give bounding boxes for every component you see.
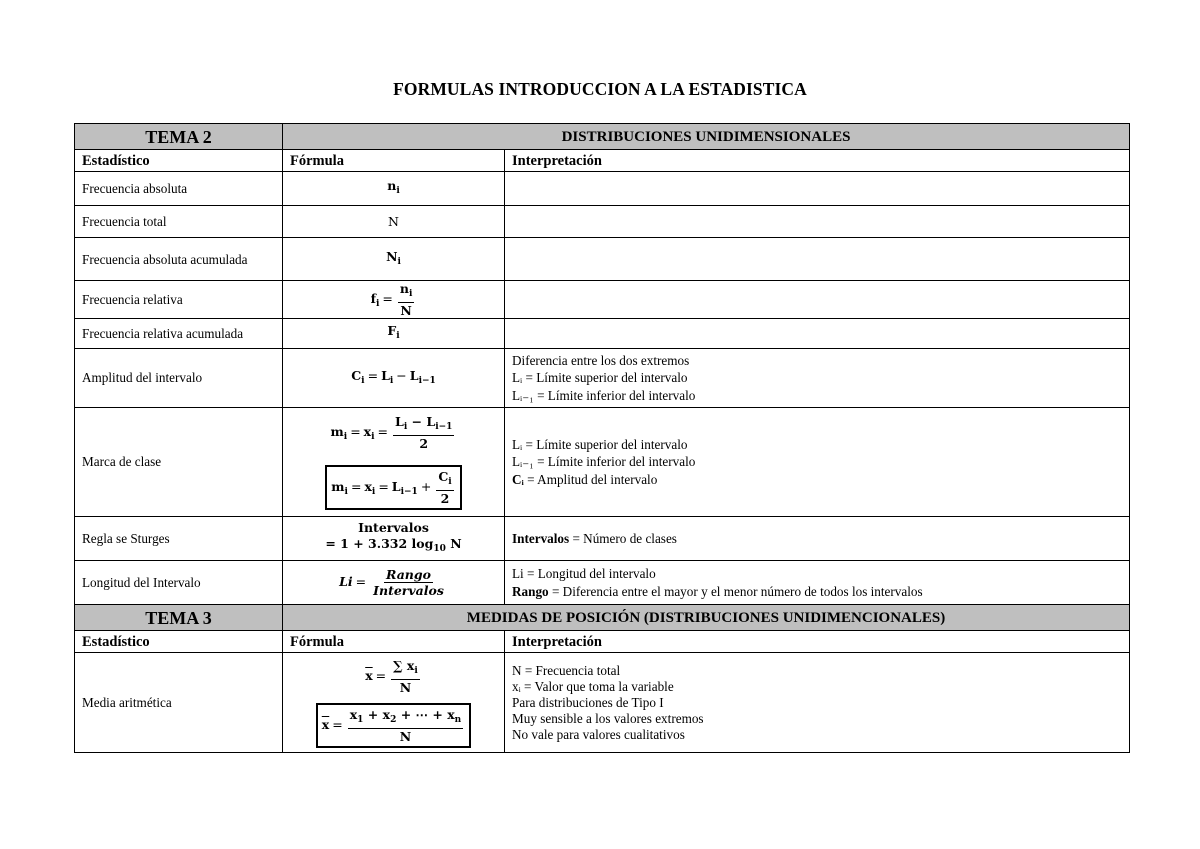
table-row xyxy=(75,206,1130,238)
col-header-estadistico: Estadístico xyxy=(75,631,283,653)
interpretacion-line: Cᵢ = Amplitud del intervalo xyxy=(512,471,658,487)
table-row xyxy=(75,281,1130,319)
interpretacion-line: Lᵢ₋₁ = Límite inferior del intervalo xyxy=(512,387,696,403)
interpretacion-cell xyxy=(505,319,1130,349)
formula-cell: $C_i = L_i - L_{i-1}$ xyxy=(283,349,505,408)
interpretacion-cell xyxy=(505,172,1130,206)
table-row xyxy=(75,561,1130,605)
interpretacion-cell xyxy=(505,281,1130,319)
interpretacion-cell xyxy=(505,561,1130,605)
interpretacion-line: Lᵢ = Límite superior del intervalo xyxy=(512,370,688,386)
estadistico-cell: Frecuencia total xyxy=(75,206,283,238)
column-header-row xyxy=(75,150,1130,172)
estadistico-cell: Frecuencia relativa acumulada xyxy=(75,319,283,349)
section-header-row xyxy=(75,124,1130,150)
interpretacion-line: Intervalos = Número de clases xyxy=(512,530,677,546)
formula-cell: $m_i = x_i$ = $\frac{L_i - L_{i-1}}{2}$ $m_i = x_i = L_{i-1}$ + $\frac{C_i}{2}$ xyxy=(283,408,505,517)
formula-cell: $f_i$ = $\frac{n_i}{N}$ xyxy=(283,281,505,319)
col-header-interpretacion: Interpretación xyxy=(505,631,1130,653)
interpretacion-line: No vale para valores cualitativos xyxy=(512,726,685,742)
interpretacion-cell xyxy=(505,238,1130,281)
page-title: FORMULAS INTRODUCCION A LA ESTADISTICA xyxy=(393,79,807,99)
section-heading: MEDIDAS DE POSICIÓN (DISTRIBUCIONES UNIDIMENCIONALES) xyxy=(283,605,1130,631)
tema-label: TEMA 2 xyxy=(75,124,283,150)
formula-cell: $\overline{x}$ = $\frac{\sum x_i}{N}$ $\overline{x}$ = $\frac{x_1 + x_2 + \cdots + x_n}{N}$ xyxy=(283,653,505,753)
interpretacion-line: Diferencia entre los dos extremos xyxy=(512,352,690,368)
col-header-interpretacion: Interpretación xyxy=(505,150,1130,172)
interpretacion-line: xᵢ = Valor que toma la variable xyxy=(512,678,674,694)
estadistico-cell: Frecuencia absoluta xyxy=(75,172,283,206)
formula-cell: Intervalos = 1 + 3.332 $\log_{10} N$ xyxy=(283,517,505,561)
section-heading: DISTRIBUCIONES UNIDIMENSIONALES xyxy=(283,124,1130,150)
interpretacion-cell xyxy=(505,206,1130,238)
formula-cell: Li = $\frac{\text{Rango}}{\text{Intervalos}}$ xyxy=(283,561,505,605)
estadistico-cell: Amplitud del intervalo xyxy=(75,349,283,408)
interpretacion-line: Li = Longitud del intervalo xyxy=(512,566,656,581)
formulas-table xyxy=(74,123,1130,753)
boxed-formula: $\overline{x}$ = $\frac{x_1 + x_2 + \cdots + x_n}{N}$ xyxy=(316,703,471,748)
interpretacion-line: Lᵢ₋₁ = Límite inferior del intervalo xyxy=(512,454,696,470)
boxed-formula: $m_i = x_i = L_{i-1}$ + $\frac{C_i}{2}$ xyxy=(325,465,461,510)
section-header-row xyxy=(75,605,1130,631)
interpretacion-line: Muy sensible a los valores extremos xyxy=(512,710,704,726)
table-row xyxy=(75,349,1130,408)
formula-cell: $F_i$ xyxy=(283,319,505,349)
estadistico-cell: Regla se Sturges xyxy=(75,517,283,561)
col-header-estadistico: Estadístico xyxy=(75,150,283,172)
interpretacion-cell xyxy=(505,517,1130,561)
table-row xyxy=(75,172,1130,206)
tema-label: TEMA 3 xyxy=(75,605,283,631)
table-row xyxy=(75,653,1130,753)
interpretacion-line: Rango = Diferencia entre el mayor y el menor número de todos los intervalos xyxy=(512,583,923,599)
table-row xyxy=(75,319,1130,349)
interpretacion-cell xyxy=(505,408,1130,517)
column-header-row xyxy=(75,631,1130,653)
formula-cell: $N_i$ xyxy=(283,238,505,281)
table-row xyxy=(75,517,1130,561)
interpretacion-line: N = Frecuencia total xyxy=(512,662,621,678)
interpretacion-line: Lᵢ = Límite superior del intervalo xyxy=(512,436,688,452)
estadistico-cell: Frecuencia absoluta acumulada xyxy=(75,238,283,281)
estadistico-cell: Frecuencia relativa xyxy=(75,281,283,319)
estadistico-cell: Longitud del Intervalo xyxy=(75,561,283,605)
col-header-formula: Fórmula xyxy=(283,150,505,172)
formula-cell: $n_i$ xyxy=(283,172,505,206)
table-row xyxy=(75,408,1130,517)
estadistico-cell: Media aritmética xyxy=(75,653,283,753)
interpretacion-cell xyxy=(505,653,1130,753)
col-header-formula: Fórmula xyxy=(283,631,505,653)
interpretacion-cell xyxy=(505,349,1130,408)
formula-cell: N xyxy=(283,206,505,238)
table-row xyxy=(75,238,1130,281)
estadistico-cell: Marca de clase xyxy=(75,408,283,517)
interpretacion-line: Para distribuciones de Tipo I xyxy=(512,694,664,710)
